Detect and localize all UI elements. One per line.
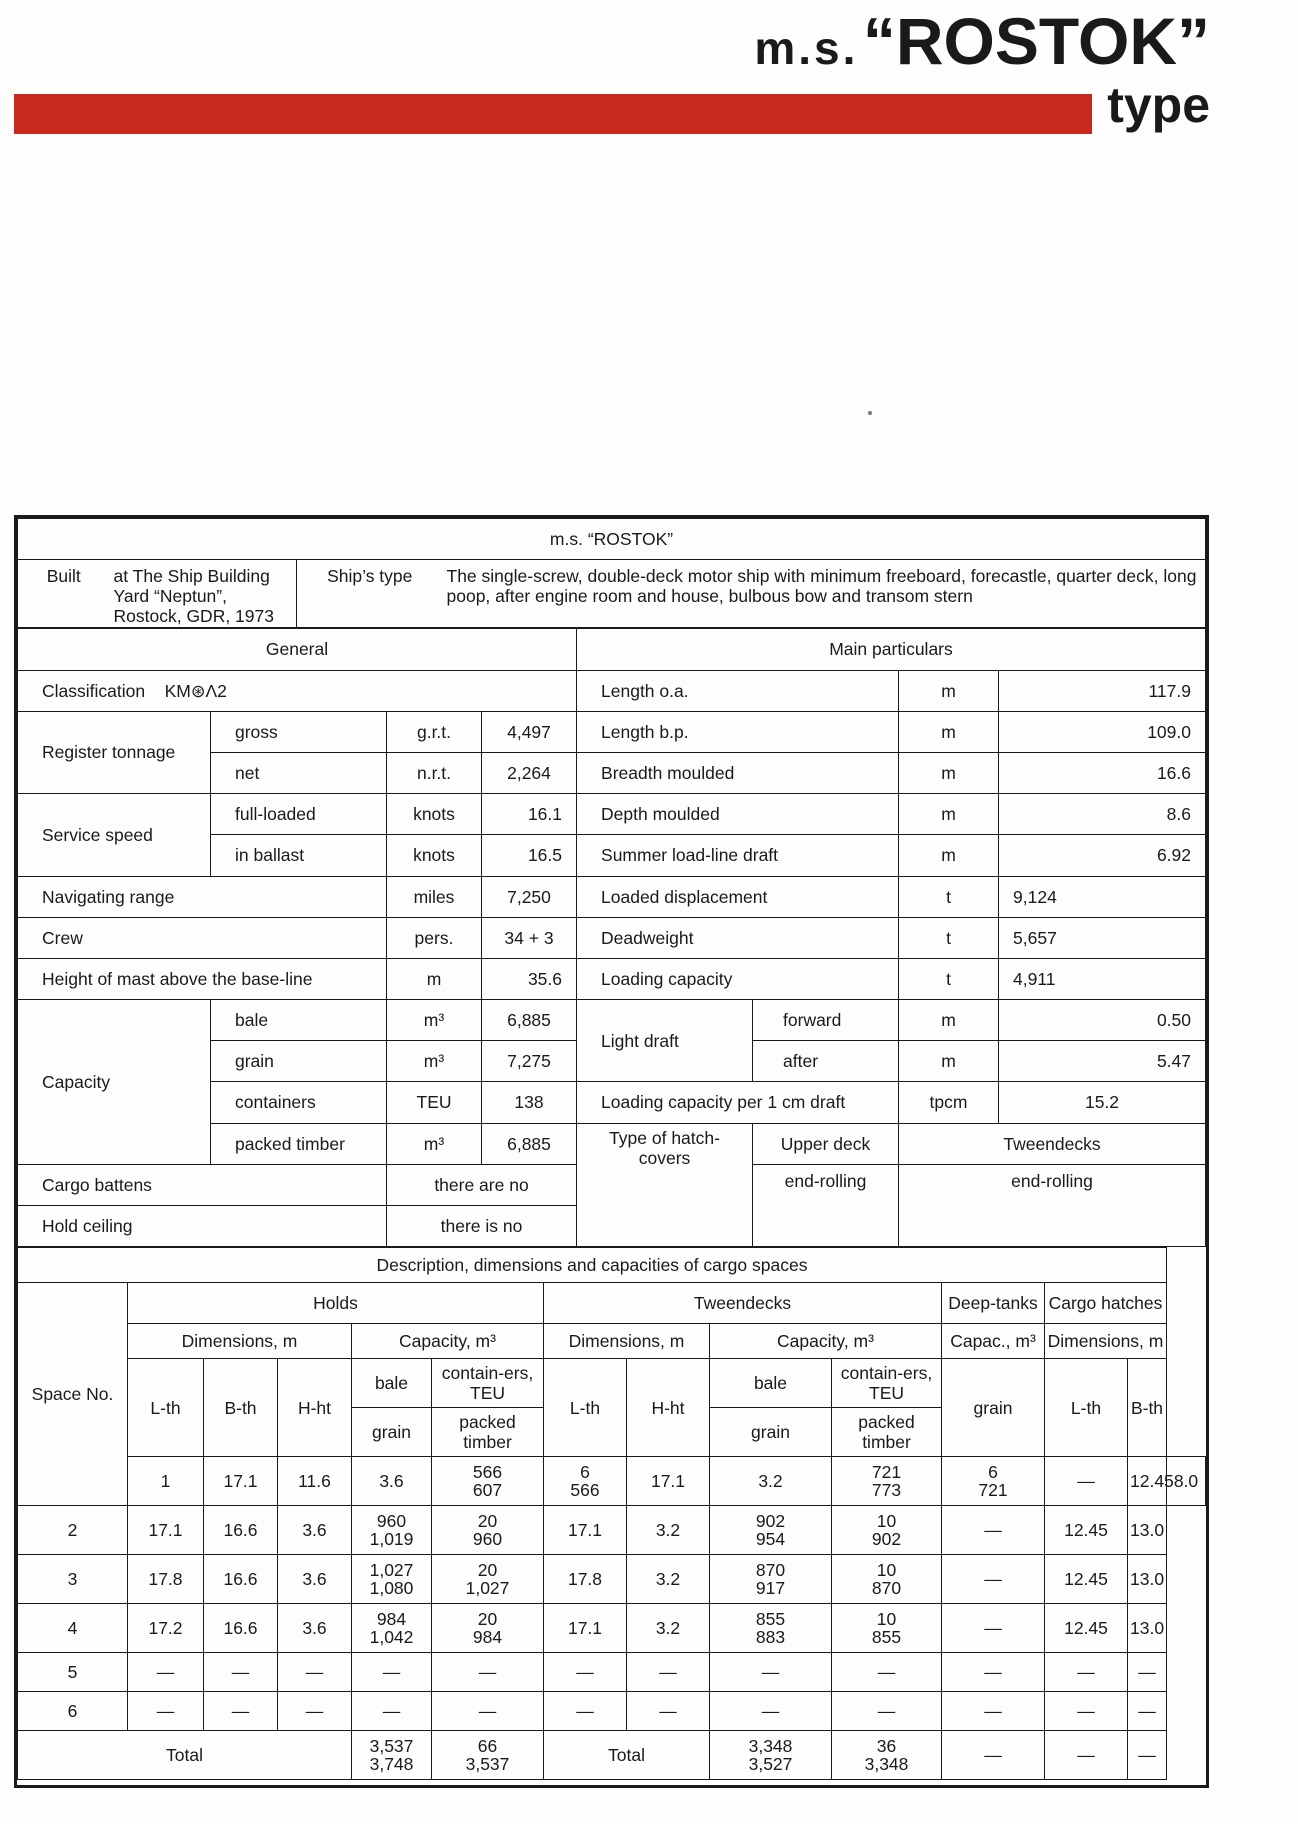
hold-bale-grain: [352, 1555, 432, 1604]
tween-containers-timber-top: 10: [876, 1608, 897, 1629]
empty-value: —: [544, 1692, 627, 1731]
hold-bale-grain-bottom: 607: [472, 1480, 503, 1501]
depth-unit: m: [899, 794, 999, 835]
tween-bale-grain-bottom: 917: [755, 1578, 786, 1599]
hold-breadth: 16.6: [204, 1555, 278, 1604]
crew-label: Crew: [18, 917, 387, 958]
holds-bale-header: bale: [352, 1359, 432, 1408]
tween-bale-grain-top: 855: [755, 1608, 786, 1629]
timber-label: packed timber: [211, 1123, 387, 1164]
space-number: 5: [18, 1653, 128, 1692]
hatch-total-breadth: —: [1128, 1731, 1167, 1780]
full-loaded-unit: knots: [387, 794, 482, 835]
empty-value: —: [1045, 1692, 1128, 1731]
ships-type-value: The single-screw, double-deck motor ship with minimum freeboard, forecastle, quarter deck, long poop, after engine room and house, bulbous bow and transom stern: [443, 560, 1206, 628]
empty-value: —: [278, 1653, 352, 1692]
hold-ceiling-value: there is no: [387, 1206, 577, 1247]
page-heading: [754, 4, 1210, 78]
hatch-breadth: 13.0: [1128, 1555, 1167, 1604]
capacity-label: Capacity: [18, 1000, 211, 1165]
built-value: at The Ship Building Yard “Neptun”, Rostock, GDR, 1973: [110, 560, 297, 628]
hold-bale-grain-top: 960: [376, 1510, 407, 1531]
empty-value: —: [942, 1692, 1045, 1731]
length-oa-value: 117.9: [999, 670, 1206, 711]
length-oa-label: Length o.a.: [577, 670, 899, 711]
hold-bale-grain-top: 1,027: [369, 1559, 414, 1580]
holds-timber-header: packed timber: [432, 1408, 544, 1457]
empty-value: —: [710, 1653, 832, 1692]
tween-containers-timber: [832, 1506, 942, 1555]
hold-height: 3.6: [352, 1457, 432, 1506]
hatch-length: 12.45: [1045, 1555, 1128, 1604]
holds-total-bale-grain-top: 3,537: [369, 1735, 414, 1756]
holds-containers-header: contain-ers, TEU: [432, 1359, 544, 1408]
in-ballast-value: 16.5: [482, 835, 577, 876]
hatches-bth-header: B-th: [1128, 1359, 1167, 1457]
space-number: 6: [18, 1692, 128, 1731]
tween-timber-header: packed timber: [832, 1408, 942, 1457]
tween-bale-grain-top: 902: [755, 1510, 786, 1531]
tween-capacity-header: Capacity, m³: [710, 1324, 942, 1359]
ships-type-label: Ship’s type: [297, 560, 443, 628]
forward-value: 0.50: [999, 1000, 1206, 1041]
empty-value: —: [352, 1653, 432, 1692]
hatch-total-length: —: [1045, 1731, 1128, 1780]
hatch-breadth: 13.0: [1128, 1506, 1167, 1555]
hatch-length: 12.45: [1128, 1457, 1167, 1506]
tween-grain-header: grain: [710, 1408, 832, 1457]
tween-height: 3.2: [627, 1506, 710, 1555]
tween-containers-timber-top: 10: [876, 1559, 897, 1580]
summer-draft-value: 6.92: [999, 835, 1206, 876]
empty-value: —: [128, 1692, 204, 1731]
tween-containers-timber: [832, 1604, 942, 1653]
breadth-value: 16.6: [999, 752, 1206, 793]
cargo-title: Description, dimensions and capacities of cargo spaces: [18, 1248, 1167, 1283]
tween-bale-grain: [832, 1457, 942, 1506]
service-speed-label: Service speed: [18, 794, 211, 876]
cargo-space-row: [18, 1457, 1206, 1506]
hold-containers-timber-top: 20: [477, 1559, 498, 1580]
containers-label: containers: [211, 1082, 387, 1123]
tween-bale-grain: [710, 1555, 832, 1604]
bale-label: bale: [211, 1000, 387, 1041]
after-value: 5.47: [999, 1041, 1206, 1082]
summer-draft-label: Summer load-line draft: [577, 835, 899, 876]
cargo-battens-label: Cargo battens: [18, 1164, 387, 1205]
in-ballast-unit: knots: [387, 835, 482, 876]
deeptank-grain: —: [942, 1604, 1045, 1653]
tween-bale-grain-top: 721: [871, 1461, 902, 1482]
tweendecks-header: Tweendecks: [544, 1283, 942, 1324]
tween-total-containers-timber-top: 36: [876, 1735, 897, 1756]
tween-hht-header: H-ht: [627, 1359, 710, 1457]
space-number: 4: [18, 1604, 128, 1653]
hatch-breadth: 13.0: [1128, 1604, 1167, 1653]
mast-height-unit: m: [387, 958, 482, 999]
crew-unit: pers.: [387, 917, 482, 958]
space-number: 2: [18, 1506, 128, 1555]
empty-value: —: [627, 1692, 710, 1731]
deeptank-total: —: [942, 1731, 1045, 1780]
cargo-battens-value: there are no: [387, 1164, 577, 1205]
deadweight-unit: t: [899, 917, 999, 958]
hold-bale-grain-bottom: 1,019: [369, 1529, 414, 1550]
tween-total-bale-grain-top: 3,348: [748, 1735, 793, 1756]
hold-bale-grain-bottom: 1,042: [369, 1627, 414, 1648]
cargo-total-row: [18, 1731, 1206, 1780]
classification-row: [18, 670, 577, 711]
displacement-label: Loaded displacement: [577, 876, 899, 917]
upper-deck-value: end-rolling: [753, 1164, 899, 1246]
tween-total-label: Total: [544, 1731, 710, 1780]
upper-deck-label: Upper deck: [753, 1123, 899, 1164]
tween-length: 17.1: [627, 1457, 710, 1506]
per-cm-label: Loading capacity per 1 cm draft: [577, 1082, 899, 1123]
cargo-space-row: [18, 1604, 1206, 1653]
bale-unit: m³: [387, 1000, 482, 1041]
hold-breadth: 16.6: [204, 1506, 278, 1555]
loading-capacity-value: 4,911: [999, 958, 1206, 999]
length-bp-unit: m: [899, 711, 999, 752]
hold-containers-timber: [544, 1457, 627, 1506]
specification-sheet: [14, 515, 1209, 1788]
deeptank-grain: —: [1045, 1457, 1128, 1506]
deadweight-label: Deadweight: [577, 917, 899, 958]
after-unit: m: [899, 1041, 999, 1082]
heading-suffix: type: [1107, 77, 1210, 133]
depth-label: Depth moulded: [577, 794, 899, 835]
gross-value: 4,497: [482, 711, 577, 752]
tween-height: 3.2: [627, 1604, 710, 1653]
hold-containers-timber-top: 6: [580, 1461, 590, 1482]
cargo-hatches-header: Cargo hatches: [1045, 1283, 1167, 1324]
net-value: 2,264: [482, 752, 577, 793]
hold-bale-grain: [352, 1604, 432, 1653]
hold-breadth: 16.6: [204, 1604, 278, 1653]
tween-total-bale-grain-bottom: 3,527: [748, 1754, 793, 1775]
red-banner-bar: [14, 94, 1092, 134]
sheet-header-table: [17, 518, 1206, 628]
cargo-space-row: [18, 1506, 1206, 1555]
tween-containers-timber-top: 10: [876, 1510, 897, 1531]
breadth-label: Breadth moulded: [577, 752, 899, 793]
displacement-value: 9,124: [999, 876, 1206, 917]
deeptanks-header: Deep-tanks: [942, 1283, 1045, 1324]
hold-containers-timber: [432, 1506, 544, 1555]
hold-bale-grain-bottom: 1,080: [369, 1578, 414, 1599]
length-oa-unit: m: [899, 670, 999, 711]
empty-value: —: [1128, 1692, 1167, 1731]
hold-height: 3.6: [278, 1555, 352, 1604]
heading-prefix: m.s.: [754, 22, 859, 74]
tweendecks-value: end-rolling: [899, 1164, 1206, 1246]
timber-unit: m³: [387, 1123, 482, 1164]
full-loaded-label: full-loaded: [211, 794, 387, 835]
hold-containers-timber-bottom: 960: [472, 1529, 503, 1550]
bale-value: 6,885: [482, 1000, 577, 1041]
tween-containers-timber: [832, 1555, 942, 1604]
grain-label: grain: [211, 1041, 387, 1082]
tweendecks-label: Tweendecks: [899, 1123, 1206, 1164]
built-label: Built: [18, 560, 110, 628]
tween-bale-grain-bottom: 954: [755, 1529, 786, 1550]
tween-bale-grain-bottom: 773: [871, 1480, 902, 1501]
length-bp-value: 109.0: [999, 711, 1206, 752]
hatch-length: 12.45: [1045, 1506, 1128, 1555]
hatch-breadth: 8.0: [1167, 1457, 1206, 1506]
tween-bale-grain-top: 870: [755, 1559, 786, 1580]
tween-total-containers-timber: [832, 1731, 942, 1780]
forward-unit: m: [899, 1000, 999, 1041]
register-tonnage-label: Register tonnage: [18, 711, 211, 793]
in-ballast-label: in ballast: [211, 835, 387, 876]
tween-length: 17.1: [544, 1506, 627, 1555]
tween-total-containers-timber-bottom: 3,348: [864, 1754, 909, 1775]
holds-grain-header: grain: [352, 1408, 432, 1457]
tween-length: 17.1: [544, 1604, 627, 1653]
empty-value: —: [710, 1692, 832, 1731]
grain-value: 7,275: [482, 1041, 577, 1082]
hold-length: 17.2: [128, 1604, 204, 1653]
tween-containers-timber: [942, 1457, 1045, 1506]
hold-containers-timber-bottom: 1,027: [465, 1578, 510, 1599]
holds-lth-header: L-th: [128, 1359, 204, 1457]
hold-bale-grain-top: 984: [376, 1608, 407, 1629]
tween-lth-header: L-th: [544, 1359, 627, 1457]
classification-value: KM⊛Λ2: [164, 680, 227, 701]
tween-height: 3.2: [627, 1555, 710, 1604]
hold-bale-grain: [432, 1457, 544, 1506]
net-unit: n.r.t.: [387, 752, 482, 793]
timber-value: 6,885: [482, 1123, 577, 1164]
summer-draft-unit: m: [899, 835, 999, 876]
holds-total-label: Total: [18, 1731, 352, 1780]
deadweight-value: 5,657: [999, 917, 1206, 958]
hold-containers-timber-bottom: 566: [570, 1480, 600, 1501]
tween-containers-timber-bottom: 721: [978, 1480, 1008, 1501]
holds-bth-header: B-th: [204, 1359, 278, 1457]
after-label: after: [753, 1041, 899, 1082]
holds-total-containers-timber-bottom: 3,537: [465, 1754, 510, 1775]
loading-capacity-label: Loading capacity: [577, 958, 899, 999]
hold-breadth: 11.6: [278, 1457, 352, 1506]
tween-containers-timber-bottom: 870: [871, 1578, 902, 1599]
mast-height-value: 35.6: [482, 958, 577, 999]
holds-hht-header: H-ht: [278, 1359, 352, 1457]
holds-header: Holds: [128, 1283, 544, 1324]
hold-containers-timber-bottom: 984: [472, 1627, 503, 1648]
tween-containers-header: contain-ers, TEU: [832, 1359, 942, 1408]
crew-value: 34 + 3: [482, 917, 577, 958]
tween-length: 17.8: [544, 1555, 627, 1604]
hold-height: 3.6: [278, 1604, 352, 1653]
hatches-lth-header: L-th: [1045, 1359, 1128, 1457]
space-no-header: Space No.: [18, 1283, 128, 1506]
hatch-covers-label: Type of hatch-covers: [577, 1123, 753, 1247]
empty-value: —: [1128, 1653, 1167, 1692]
grain-unit: m³: [387, 1041, 482, 1082]
empty-value: —: [1045, 1653, 1128, 1692]
loading-capacity-unit: t: [899, 958, 999, 999]
deeptanks-capacity-header: Capac., m³: [942, 1324, 1045, 1359]
hold-length: 17.1: [204, 1457, 278, 1506]
empty-value: —: [942, 1653, 1045, 1692]
heading-ship-name: “ROSTOK”: [862, 4, 1210, 78]
cargo-space-row: [18, 1692, 1206, 1731]
full-loaded-value: 16.1: [482, 794, 577, 835]
empty-value: —: [544, 1653, 627, 1692]
space-number: 1: [128, 1457, 204, 1506]
tween-total-bale-grain: [710, 1731, 832, 1780]
deeptanks-grain-header: grain: [942, 1359, 1045, 1457]
cargo-spaces-table: [17, 1247, 1206, 1780]
space-number: 3: [18, 1555, 128, 1604]
empty-value: —: [204, 1692, 278, 1731]
breadth-unit: m: [899, 752, 999, 793]
navigating-range-value: 7,250: [482, 876, 577, 917]
navigating-range-unit: miles: [387, 876, 482, 917]
tween-bale-header: bale: [710, 1359, 832, 1408]
depth-value: 8.6: [999, 794, 1206, 835]
per-cm-unit: tpcm: [899, 1082, 999, 1123]
cargo-space-row: [18, 1555, 1206, 1604]
empty-value: —: [352, 1692, 432, 1731]
holds-total-containers-timber: [432, 1731, 544, 1780]
light-draft-label: Light draft: [577, 1000, 753, 1082]
hold-containers-timber-top: 20: [477, 1608, 498, 1629]
containers-value: 138: [482, 1082, 577, 1123]
per-cm-value: 15.2: [999, 1082, 1206, 1123]
deeptank-grain: —: [942, 1506, 1045, 1555]
tween-containers-timber-bottom: 855: [871, 1627, 902, 1648]
tween-bale-grain-bottom: 883: [755, 1627, 786, 1648]
holds-total-bale-grain-bottom: 3,748: [369, 1754, 414, 1775]
holds-total-bale-grain: [352, 1731, 432, 1780]
holds-total-containers-timber-top: 66: [477, 1735, 498, 1756]
hold-height: 3.6: [278, 1506, 352, 1555]
forward-label: forward: [753, 1000, 899, 1041]
gross-label: gross: [211, 711, 387, 752]
holds-capacity-header: Capacity, m³: [352, 1324, 544, 1359]
empty-value: —: [432, 1692, 544, 1731]
length-bp-label: Length b.p.: [577, 711, 899, 752]
empty-value: —: [627, 1653, 710, 1692]
mast-height-label: Height of mast above the base-line: [18, 958, 387, 999]
tween-dimensions-header: Dimensions, m: [544, 1324, 710, 1359]
hatches-dimensions-header: Dimensions, m: [1045, 1324, 1167, 1359]
hold-bale-grain: [352, 1506, 432, 1555]
empty-value: —: [204, 1653, 278, 1692]
particulars-table: [17, 628, 1206, 1247]
tween-bale-grain: [710, 1604, 832, 1653]
tween-containers-timber-bottom: 902: [871, 1529, 902, 1550]
containers-unit: TEU: [387, 1082, 482, 1123]
hold-ceiling-label: Hold ceiling: [18, 1206, 387, 1247]
empty-value: —: [432, 1653, 544, 1692]
empty-value: —: [832, 1692, 942, 1731]
holds-dimensions-header: Dimensions, m: [128, 1324, 352, 1359]
cargo-space-row: [18, 1653, 1206, 1692]
general-title: General: [18, 629, 577, 670]
hold-containers-timber-top: 20: [477, 1510, 498, 1531]
hold-containers-timber: [432, 1604, 544, 1653]
net-label: net: [211, 752, 387, 793]
scan-speck: [868, 411, 872, 415]
empty-value: —: [128, 1653, 204, 1692]
deeptank-grain: —: [942, 1555, 1045, 1604]
gross-unit: g.r.t.: [387, 711, 482, 752]
sheet-title: m.s. “ROSTOK”: [18, 519, 1206, 560]
hold-bale-grain-top: 566: [472, 1461, 503, 1482]
displacement-unit: t: [899, 876, 999, 917]
classification-label: Classification: [42, 680, 146, 701]
hold-length: 17.1: [128, 1506, 204, 1555]
tween-height: 3.2: [710, 1457, 832, 1506]
main-particulars-title: Main particulars: [577, 629, 1206, 670]
empty-value: —: [278, 1692, 352, 1731]
hold-containers-timber: [432, 1555, 544, 1604]
empty-value: —: [832, 1653, 942, 1692]
hold-length: 17.8: [128, 1555, 204, 1604]
tween-bale-grain: [710, 1506, 832, 1555]
navigating-range-label: Navigating range: [18, 876, 387, 917]
hatch-length: 12.45: [1045, 1604, 1128, 1653]
tween-containers-timber-top: 6: [988, 1461, 998, 1482]
